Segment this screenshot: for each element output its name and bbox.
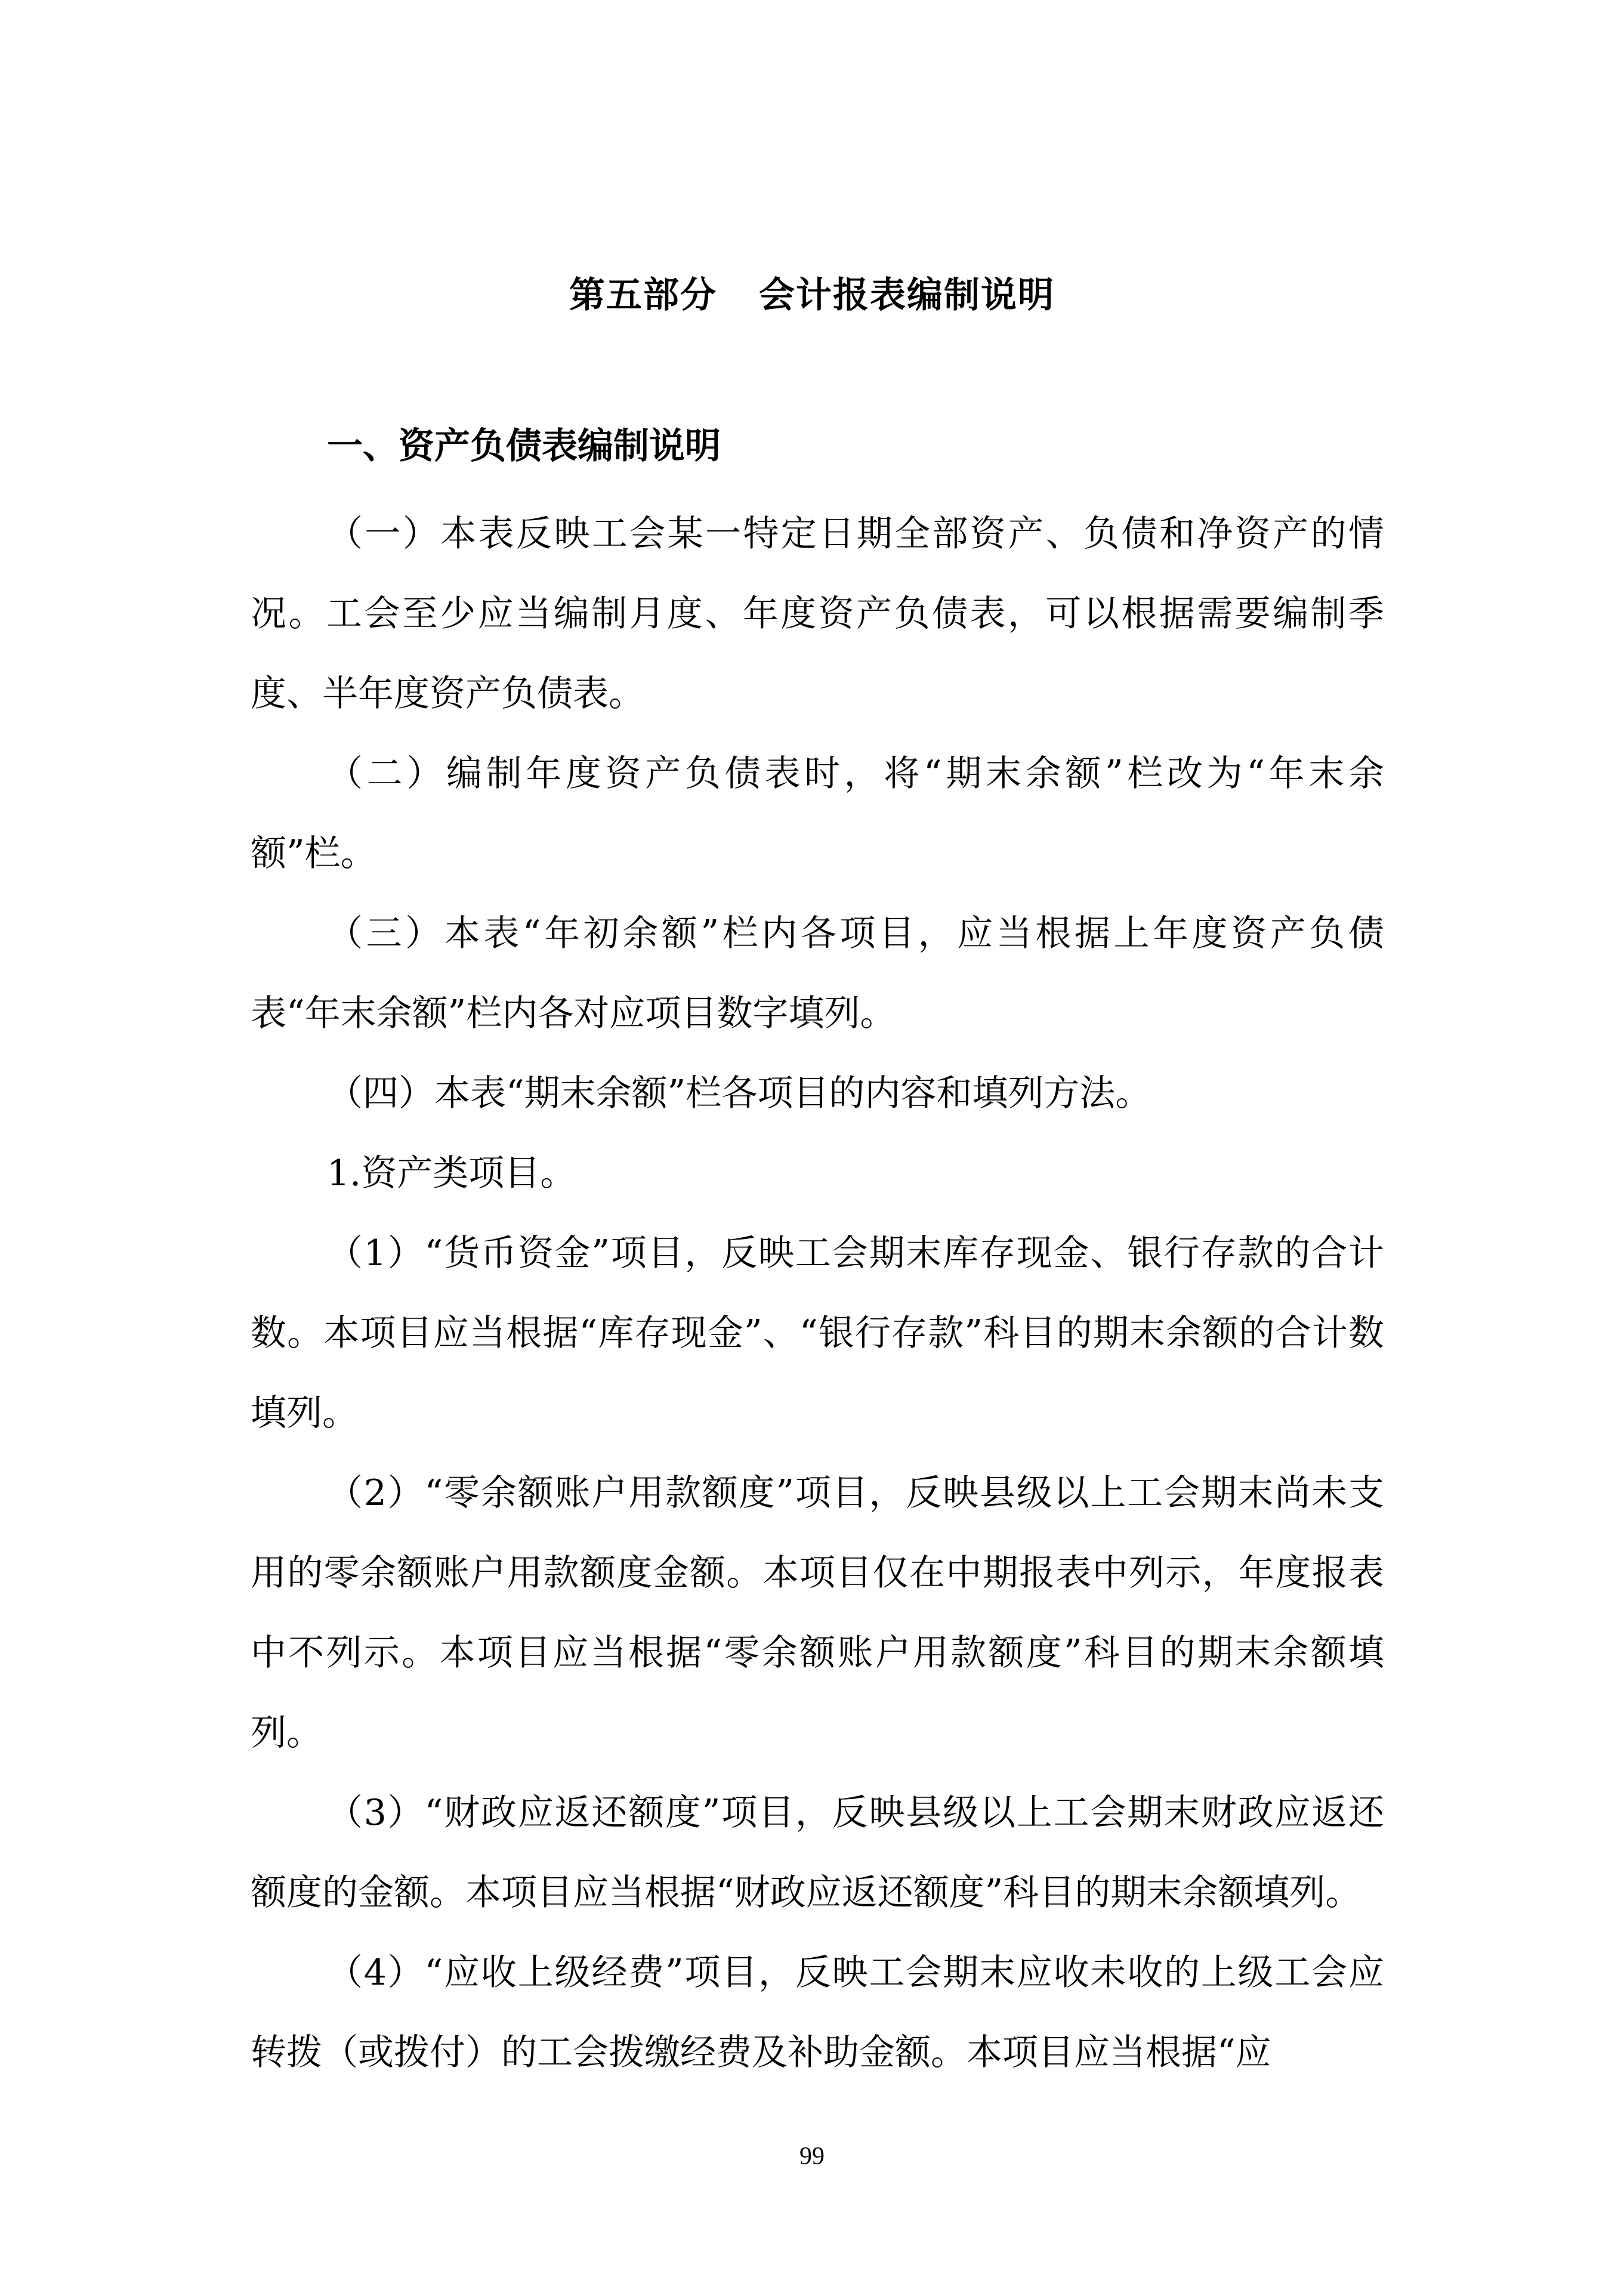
paragraph: 1.资产类项目。 [327,1152,576,1194]
paragraph: （2）“零余额账户用款额度”项目，反映县级以上工会期末尚未支用的零余额账户用款额度金额。本项目仅在中期报表中列示，年度报表中不列示。本项目应当根据“零余额账户用款额度”科目的期末余额填列。 [251,1472,1384,1754]
body-text [251,494,1384,2093]
title-main: 会计报表编制说明 [759,274,1055,316]
paragraph: （二）编制年度资产负债表时，将“期末余额”栏改为“年末余额”栏。 [251,753,1384,874]
paragraph: （3）“财政应返还额度”项目，反映县级以上工会期末财政应返还额度的金额。本项目应当根据“财政应返还额度”科目的期末余额填列。 [251,1792,1384,1914]
title-part: 第五部分 [569,274,717,316]
paragraph: （一）本表反映工会某一特定日期全部资产、负债和净资产的情况。工会至少应当编制月度、年度资产负债表，可以根据需要编制季度、半年度资产负债表。 [251,513,1384,715]
paragraph: （四）本表“期末余额”栏各项目的内容和填列方法。 [327,1073,1151,1114]
paragraph: （1）“货币资金”项目，反映工会期末库存现金、银行存款的合计数。本项目应当根据“库存现金”、“银行存款”科目的期末余额的合计数填列。 [251,1232,1384,1434]
page-number: 99 [799,2143,825,2170]
paragraph: （三）本表“年初余额”栏内各项目，应当根据上年度资产负债表“年末余额”栏内各对应项目数字填列。 [251,913,1384,1034]
page-title [0,271,1624,319]
paragraph: （4）“应收上级经费”项目，反映工会期末应收未收的上级工会应转拨（或拨付）的工会拨缴经费及补助金额。本项目应当根据“应 [251,1952,1384,2073]
section-heading: 一、资产负债表编制说明 [327,425,721,467]
